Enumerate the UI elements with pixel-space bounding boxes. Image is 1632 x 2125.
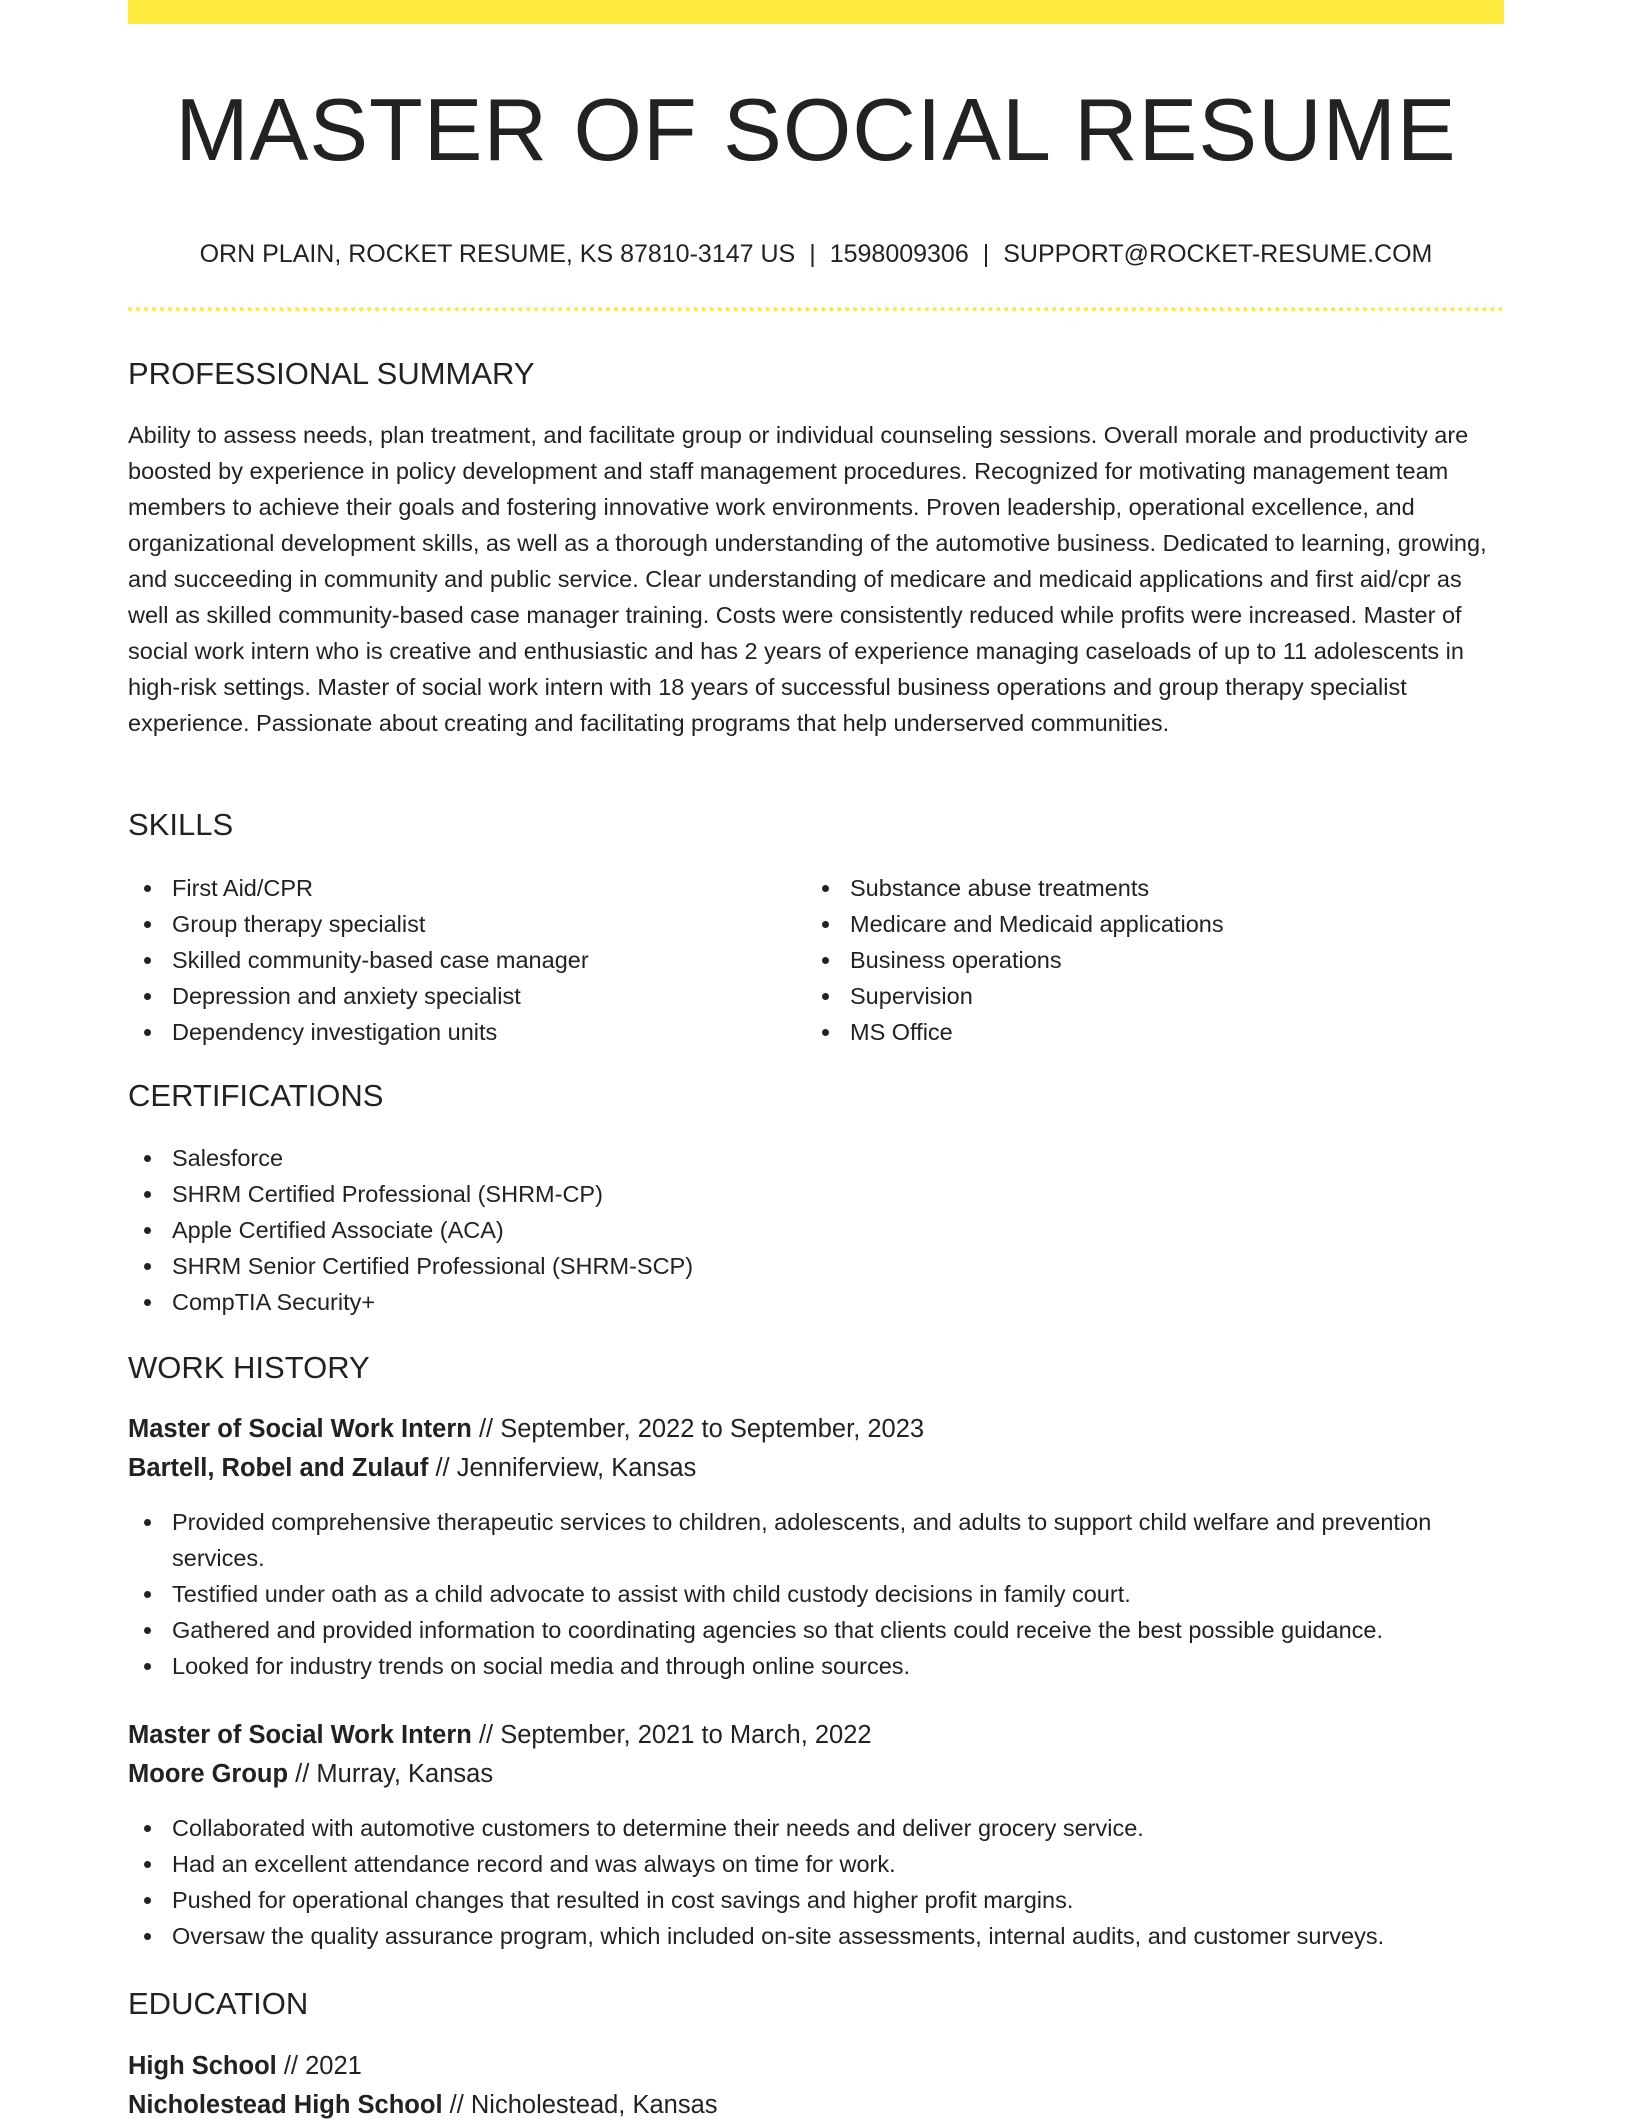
- job-role: Master of Social Work Intern: [128, 1415, 472, 1443]
- contact-email[interactable]: SUPPORT@ROCKET-RESUME.COM: [1003, 240, 1433, 268]
- summary-text: Ability to assess needs, plan treatment, and facilitate group or individual counseling sessions. Overall morale and productivity are boosted by experience in policy development and staff management procedures. Recognized for motivating management team members to achieve their goals and fostering innovative work environments. Proven leadership, operational excellence, and organizational development skills, as well as a thorough understanding of the automotive business. Dedicated to learning, growing, and succeeding in community and public service. Clear understanding of medicare and medicaid applications and first aid/cpr as well as skilled community-based case manager training. Costs were consistently reduced while profits were increased. Master of social work intern who is creative and enthusiastic and has 2 years of experience managing caseloads of up to 11 adolescents in high-risk settings. Master of social work intern with 18 years of successful business operations and group therapy specialist experience. Passionate about creating and facilitating programs that help underserved communities.: [128, 422, 1487, 736]
- education-degree: High School: [128, 2052, 277, 2080]
- job-duty: Testified under oath as a child advocate to assist with child custody decisions in family court.: [128, 1576, 1504, 1612]
- education-heading: EDUCATION: [128, 1986, 309, 2021]
- job-company-line: [128, 1449, 1504, 1488]
- job-location: // Jenniferview, Kansas: [428, 1454, 697, 1482]
- job-company-line: [128, 1755, 1504, 1794]
- header-divider: [128, 307, 1504, 311]
- job-duty: Oversaw the quality assurance program, which included on-site assessments, internal audits, and customer surveys.: [128, 1918, 1504, 1954]
- resume-name: MASTER OF SOCIAL RESUME: [175, 80, 1457, 179]
- skill-item: First Aid/CPR: [128, 870, 806, 906]
- job-duty: Pushed for operational changes that resulted in cost savings and higher profit margins.: [128, 1882, 1504, 1918]
- certification-item: CompTIA Security+: [128, 1284, 1504, 1320]
- job-duties-list: [128, 1810, 1504, 1954]
- job-title-line: [128, 1410, 1504, 1449]
- job-duty: Had an excellent attendance record and was always on time for work.: [128, 1846, 1504, 1882]
- education-entry: [128, 2047, 1504, 2125]
- certification-item: Apple Certified Associate (ACA): [128, 1212, 1504, 1248]
- skill-item: Supervision: [806, 978, 1484, 1014]
- certifications-list: [128, 1140, 1504, 1320]
- contact-phone: 1598009306: [829, 240, 969, 268]
- contact-line: [128, 237, 1504, 271]
- job-company: Moore Group: [128, 1760, 289, 1788]
- skills-heading: SKILLS: [128, 807, 234, 842]
- education-degree-line: [128, 2047, 1504, 2086]
- skills-right-list: [806, 870, 1484, 1050]
- skill-item: Dependency investigation units: [128, 1014, 806, 1050]
- job-company: Bartell, Robel and Zulauf: [128, 1454, 429, 1482]
- education-school-line: [128, 2086, 1504, 2125]
- skill-item: Group therapy specialist: [128, 906, 806, 942]
- skills-left-list: [128, 870, 806, 1050]
- certification-item: SHRM Certified Professional (SHRM-CP): [128, 1176, 1504, 1212]
- skill-item: MS Office: [806, 1014, 1484, 1050]
- job-title-line: [128, 1716, 1504, 1755]
- education-location: // Nicholestead, Kansas: [442, 2091, 718, 2119]
- work-history-heading: WORK HISTORY: [128, 1350, 370, 1385]
- skill-item: Substance abuse treatments: [806, 870, 1484, 906]
- job-dates: // September, 2021 to March, 2022: [471, 1721, 872, 1749]
- job-duty: Looked for industry trends on social media and through online sources.: [128, 1648, 1504, 1684]
- certification-item: Salesforce: [128, 1140, 1504, 1176]
- job-dates: // September, 2022 to September, 2023: [471, 1415, 925, 1443]
- accent-top-bar: [128, 0, 1504, 24]
- contact-separator: |: [982, 240, 990, 268]
- certification-item: SHRM Senior Certified Professional (SHRM-SCP): [128, 1248, 1504, 1284]
- job-duty: Gathered and provided information to coordinating agencies so that clients could receive the best possible guidance.: [128, 1612, 1504, 1648]
- skill-item: Business operations: [806, 942, 1484, 978]
- summary-heading: PROFESSIONAL SUMMARY: [128, 356, 535, 391]
- job-duty: Provided comprehensive therapeutic services to children, adolescents, and adults to support child welfare and prevention services.: [128, 1504, 1504, 1576]
- education-year: // 2021: [276, 2052, 362, 2080]
- skills-columns: [128, 870, 1504, 1050]
- skill-item: Medicare and Medicaid applications: [806, 906, 1484, 942]
- job-role: Master of Social Work Intern: [128, 1721, 472, 1749]
- contact-address: ORN PLAIN, ROCKET RESUME, KS 87810-3147 US: [199, 240, 796, 268]
- education-school: Nicholestead High School: [128, 2091, 443, 2119]
- job-duties-list: [128, 1504, 1504, 1684]
- job-location: // Murray, Kansas: [288, 1760, 494, 1788]
- contact-separator: |: [809, 240, 816, 268]
- job-duty: Collaborated with automotive customers to determine their needs and deliver grocery service.: [128, 1810, 1504, 1846]
- skill-item: Skilled community-based case manager: [128, 942, 806, 978]
- skill-item: Depression and anxiety specialist: [128, 978, 806, 1014]
- job-entry: [128, 1410, 1504, 1684]
- certifications-heading: CERTIFICATIONS: [128, 1078, 384, 1113]
- job-entry: [128, 1716, 1504, 1954]
